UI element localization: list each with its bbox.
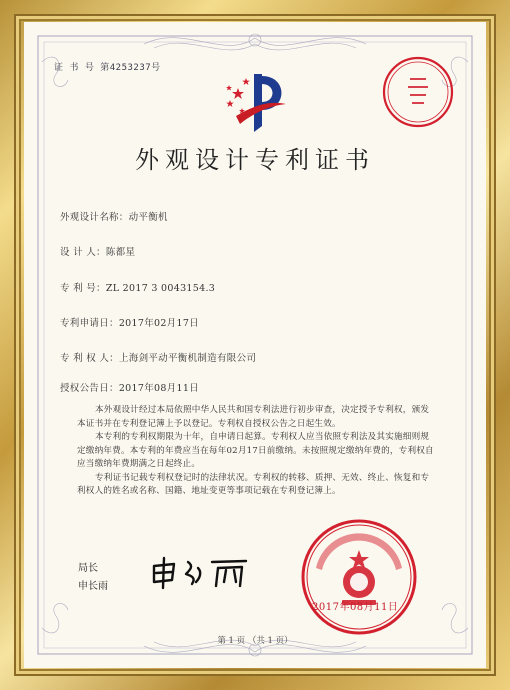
- grant-date-value: 2017年08月11日: [118, 383, 199, 394]
- certificate-body: [77, 404, 437, 499]
- patent-number-row: [60, 280, 215, 294]
- body-paragraph-3: 专利证书记载专利权登记时的法律状况。专利权的转移、质押、无效、终止、恢复和专利权人的姓名或名称、国籍、地址变更等事项记载在专利登记簿上。: [77, 472, 430, 496]
- grant-date-row: [60, 380, 199, 394]
- design-name-row: [60, 209, 168, 223]
- patentee-label: 专 利 权 人：: [60, 353, 119, 364]
- director-title: 局长: [78, 563, 98, 574]
- designer-row: [60, 244, 135, 258]
- filing-date-label: 专利申请日：: [60, 318, 119, 329]
- director-name: 申长雨: [78, 581, 108, 592]
- design-name-value: 动平衡机: [128, 212, 168, 223]
- certificate-number: 证 书 号 第4253237号: [54, 63, 161, 73]
- official-red-seal-icon: [298, 516, 420, 638]
- handwritten-signature-icon: [148, 556, 258, 590]
- page-number: 第 1 页 （共 1 页）: [217, 636, 293, 646]
- body-paragraph-2: 本专利的专利权期限为十年，自申请日起算。专利权人应当依照专利法及其实施细则规定缴纳年费。本专利的年费应当在每年02月17日前缴纳。未按照规定缴纳年费的，专利权自应当缴纳年费期满之日起终止。: [77, 432, 434, 469]
- certificate-title: 外观设计专利证书: [135, 146, 375, 174]
- small-red-seal-icon: [380, 54, 456, 130]
- patentee-value: 上海剑平动平衡机制造有限公司: [118, 353, 257, 364]
- body-paragraph-1: 本外观设计经过本局依照中华人民共和国专利法进行初步审查，决定授予专利权，颁发本证书并在专利登记簿上予以登记。专利权自授权公告之日起生效。: [77, 405, 430, 429]
- designer-value: 陈都星: [105, 247, 136, 258]
- design-name-label: 外观设计名称：: [60, 212, 129, 223]
- filing-date-row: [60, 315, 199, 329]
- patentee-row: [60, 350, 256, 364]
- designer-label: 设 计 人：: [60, 247, 106, 258]
- cnipa-logo-icon: [222, 70, 292, 136]
- filing-date-value: 2017年02月17日: [118, 318, 199, 329]
- grant-date-label: 授权公告日：: [60, 383, 119, 394]
- patent-number-value: ZL 2017 3 0043154.3: [105, 283, 216, 294]
- patent-number-label: 专 利 号：: [60, 283, 106, 294]
- seal-date: 2017年08月11日: [312, 602, 399, 613]
